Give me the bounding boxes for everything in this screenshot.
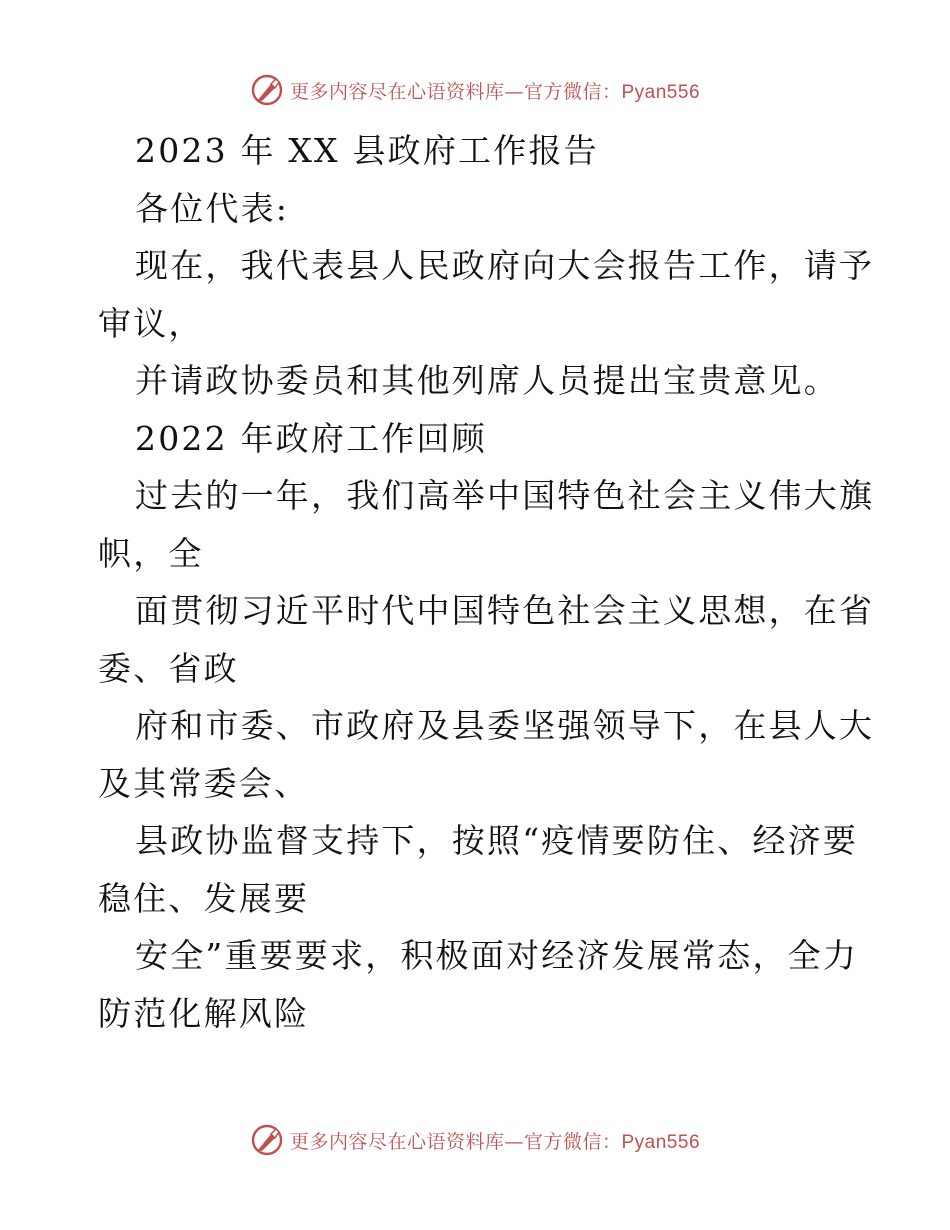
paragraph: 过去的一年，我们高举中国特色社会主义伟大旗 帜，全: [98, 476, 875, 573]
watermark-banner-top: [0, 70, 950, 110]
wechat-id: Pyan556: [621, 81, 701, 103]
salutation: 各位代表:: [135, 188, 290, 228]
pen-logo-icon: [250, 73, 284, 107]
paragraph: 县政协监督支持下，按照“疫情要防住、经济要 稳住、发展要: [98, 821, 859, 918]
paragraph: 府和市委、市政府及县委坚强领导下，在县人大 及其常委会、: [98, 706, 875, 803]
pen-logo-icon: [250, 1123, 284, 1157]
watermark-text: 更多内容尽在心语资料库—官方微信：Pyan556: [289, 1130, 701, 1153]
watermark-text: 更多内容尽在心语资料库—官方微信：Pyan556: [289, 80, 701, 103]
paragraph: 安全”重要要求，积极面对经济发展常态，全力 防范化解风险: [98, 936, 859, 1033]
doc-title: 2023 年 XX 县政府工作报告: [135, 131, 599, 170]
wechat-id: Pyan556: [621, 1131, 701, 1153]
paragraph: 并请政协委员和其他列席人员提出宝贵意见。: [135, 361, 839, 400]
section-heading: 2022 年政府工作回顾: [135, 418, 487, 458]
paragraph: 面贯彻习近平时代中国特色社会主义思想，在省 委、省政: [98, 591, 875, 688]
watermark-banner-bottom: [0, 1120, 950, 1160]
document-body: [98, 122, 875, 1042]
paragraph: 现在，我代表县人民政府向大会报告工作，请予 审议，: [98, 246, 875, 343]
